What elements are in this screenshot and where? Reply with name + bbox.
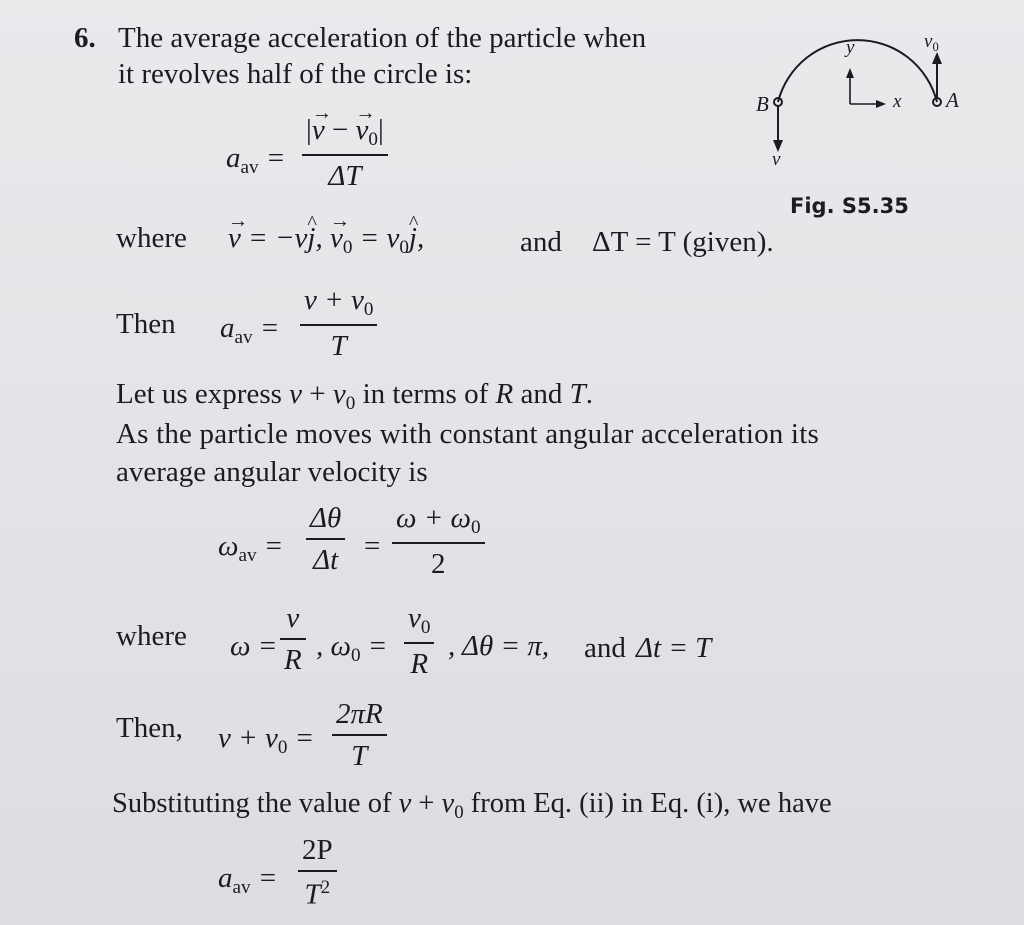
final-eq-fraction: 2P $T^2$ [298, 836, 337, 910]
fig-label-b: B [756, 92, 769, 116]
where2-fraction-2: $v_0$ R [404, 604, 434, 679]
eq1-fraction [302, 116, 388, 191]
eq-omega-lhs: $\omega_{av}$ = [218, 530, 284, 567]
eq1-denominator: ΔT [328, 160, 362, 193]
textbook-page: 6. The average acceleration of the particle when it revolves half of the circle is: $a_{av}$ = |→ v − → $v_0|$ ΔT where → v = −v^ j, → $v_0$ = $v_0\^{}$ j, and ΔT = T (given). Then $a_{av}$ = $v + v_0$ T Let us express $v + v_0$ in terms of R and T. As the particle moves with constant angular acceleration its average angular velocity is $\omega_{av}$ = Δθ Δt = $\omega + \omega_0$ 2 where ω = v R , $\omega_0$ = $v_0$ R , Δθ = π, and Δt = T Then, $v + v_0$ = 2πR T Substituting the value of $v + v_0$ from Eq. (ii) in Eq. (i), we have $a_{av}$ = 2P $T^2$ y x $v_0$ v A B Fig. S5.35 [0, 0, 1024, 925]
subst-line: Substituting the value of $v + v_0$ from Eq. (ii) in Eq. (i), we have [112, 788, 832, 824]
eq-omega-fraction-2: $\omega + \omega_0$ 2 [392, 504, 485, 579]
fig-label-x: x [893, 91, 902, 112]
where2-mid: , Δθ = π, [448, 630, 550, 662]
problem-number: 6. [74, 22, 96, 54]
figure-caption: Fig. S5.35 [790, 194, 909, 218]
eq1-numerator: |→ v − → $v_0|$ [302, 116, 388, 154]
where2-fraction-1: v R [280, 604, 306, 675]
where2-and: and [584, 632, 626, 664]
then1-word: Then [116, 308, 176, 340]
then2-word: Then, [116, 712, 183, 744]
final-eq-lhs: $a_{av}$ = [218, 862, 278, 899]
intro-line-1: The average acceleration of the particle when [118, 22, 647, 54]
body-line-as-2: average angular velocity is [116, 456, 428, 488]
fig-label-a: A [946, 88, 959, 112]
where2-word: where [116, 620, 187, 652]
then1-numerator: $v + v_0$ [304, 284, 374, 321]
then1-denominator: T [330, 330, 347, 363]
where1-expression: → v = −v^ j, → $v_0$ = $v_0\^{}$ j, [228, 224, 424, 257]
y-axis-arrow [846, 68, 854, 78]
fig-label-v: v [772, 149, 781, 170]
where1-word: where [116, 222, 187, 254]
x-axis-arrow [876, 100, 886, 108]
where2-tail: Δt = T [636, 632, 712, 664]
where1-tail: ΔT = T (given). [592, 226, 774, 258]
eq1-lhs: $a_{av}$ = [226, 142, 286, 179]
then2-fraction: 2πR T [332, 700, 387, 771]
then1-fraction [300, 286, 377, 361]
fig-label-y: y [846, 37, 855, 58]
body-line-express: Let us express $v + v_0$ in terms of R and T. [116, 378, 593, 415]
fig-label-v0: $v_0$ [924, 31, 939, 54]
then2-lhs: $v + v_0$ = [218, 722, 315, 759]
body-line-as-1: As the particle moves with constant angular acceleration its [116, 418, 819, 450]
eq-omega-fraction-1: Δθ Δt [306, 504, 345, 575]
where1-and: and [520, 226, 562, 258]
intro-line-2: it revolves half of the circle is: [118, 58, 473, 90]
then1-lhs: $a_{av}$ = [220, 312, 280, 349]
